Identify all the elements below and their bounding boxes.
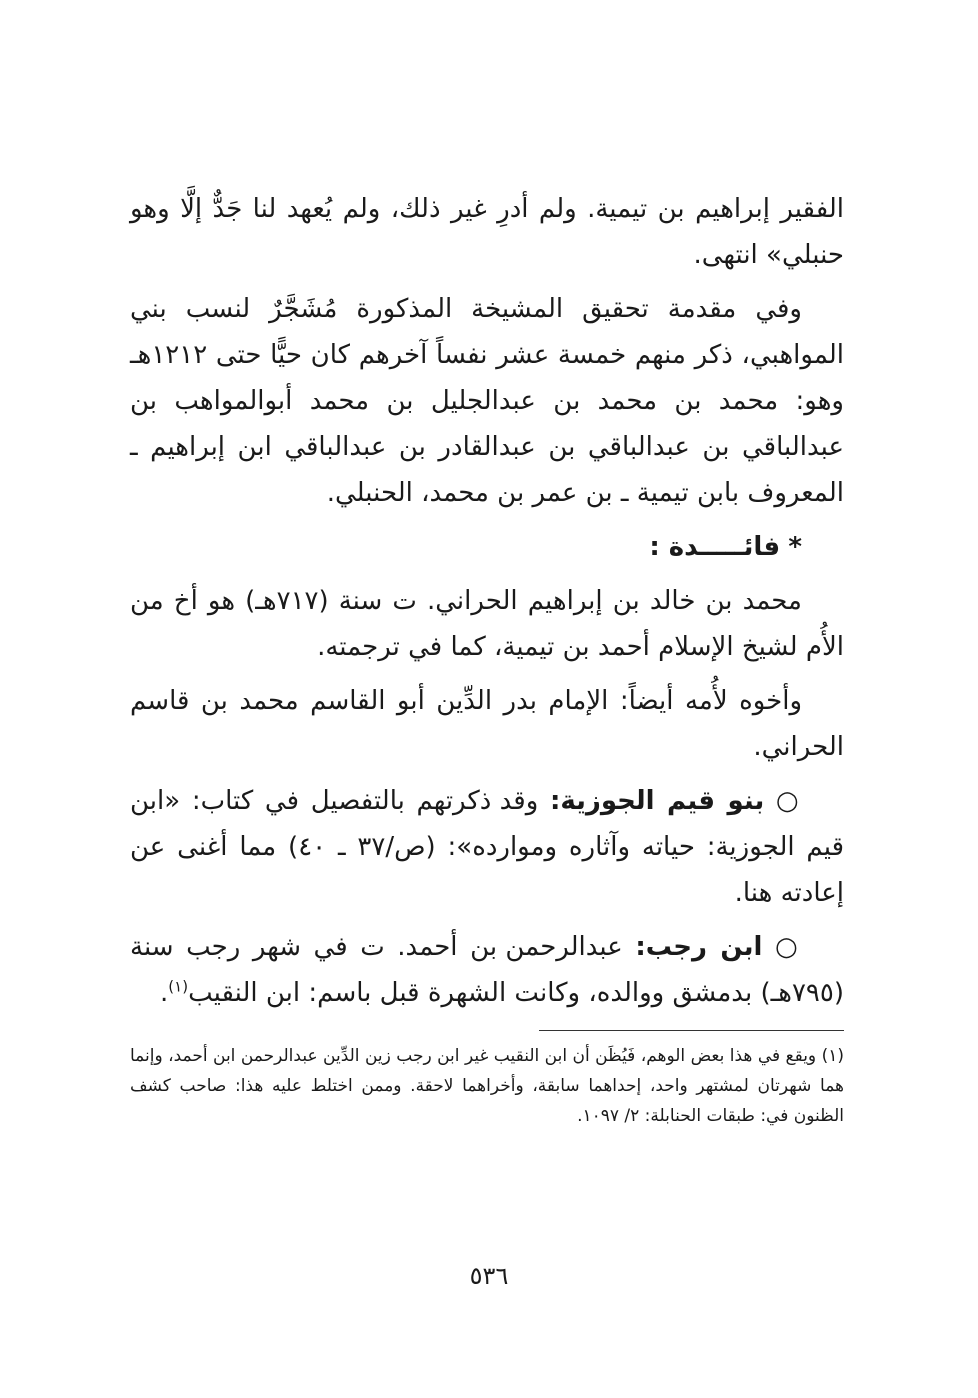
footnote-divider <box>539 1030 844 1031</box>
benefit-heading <box>130 524 844 570</box>
footnote-reference: (١) <box>168 977 189 996</box>
page-number: ٥٣٦ <box>469 1262 509 1290</box>
asterisk-icon: * <box>788 532 802 562</box>
paragraph-3: محمد بن خالد بن إبراهيم الحراني. ت سنة (٧١٧هـ) هو أخ من الأُم لشيخ الإسلام أحمد بن تيمية، كما في ترجمته. <box>130 586 844 662</box>
paragraph-6-text: عبدالرحمن بن أحمد. ت في شهر رجب سنة (٧٩٥هـ) بدمشق ووالده، وكانت الشهرة قبل باسم: ابن النقيب <box>130 932 844 1008</box>
circle-bullet-icon: ○ <box>775 786 803 816</box>
benefit-label: فائـــــدة : <box>649 532 781 562</box>
main-text <box>130 186 844 1016</box>
section-title-ibn-rajab: ابن رجب: <box>635 932 763 962</box>
paragraph-6 <box>130 924 844 1016</box>
section-title-ibn-qayyim: بنو قيم الجوزية: <box>549 786 765 816</box>
paragraph-5 <box>130 778 844 916</box>
footnote <box>130 1041 844 1131</box>
circle-bullet-icon: ○ <box>775 932 802 962</box>
paragraph-6-end: . <box>160 978 169 1008</box>
paragraph-1: الفقير إبراهيم بن تيمية. ولم أدرِ غير ذلك، ولم يُعهد لنا جَدٌّ إلَّا وهو حنبلي» انتهى. <box>130 194 844 270</box>
paragraph-4: وأخوه لأُمه أيضاً: الإمام بدر الدِّين أبو القاسم محمد بن قاسم الحراني. <box>130 686 844 762</box>
footnote-text: (١) ويقع في هذا بعض الوهم، فَيُظَن أن ابن النقيب غير ابن رجب زين الدِّين عبدالرحمن ابن أحمد، وإنما هما شهرتان لمشتهر واحد، إحداهما سابقة، وأخراهما لاحقة. وممن اختلط عليه هذا: صاحب كشف الظنون في: طبقات الحنابلة: ٢/ ١٠٩٧. <box>130 1046 844 1126</box>
paragraph-2: وفي مقدمة تحقيق المشيخة المذكورة مُشَجَّرٌ لنسب بني المواهبي، ذكر منهم خمسة عشر نفساً آخرهم كان حيًّا حتى ١٢١٢هـ وهو: محمد بن محمد بن عبدالجليل بن محمد أبوالمواهب بن عبدالباقي بن عبدالباقي بن عبدالقادر بن عبدالباقي ابن إبراهيم ـ المعروف بابن تيمية ـ بن عمر بن محمد، الحنبلي. <box>130 294 844 508</box>
page-body <box>130 186 844 1131</box>
paragraph-5-text: وقد ذكرتهم بالتفصيل في كتاب: «ابن قيم الجوزية: حياته وآثاره وموارده»: (ص/٣٧ ـ ٤٠) مما أغنى عن إعادته هنا. <box>130 786 844 908</box>
